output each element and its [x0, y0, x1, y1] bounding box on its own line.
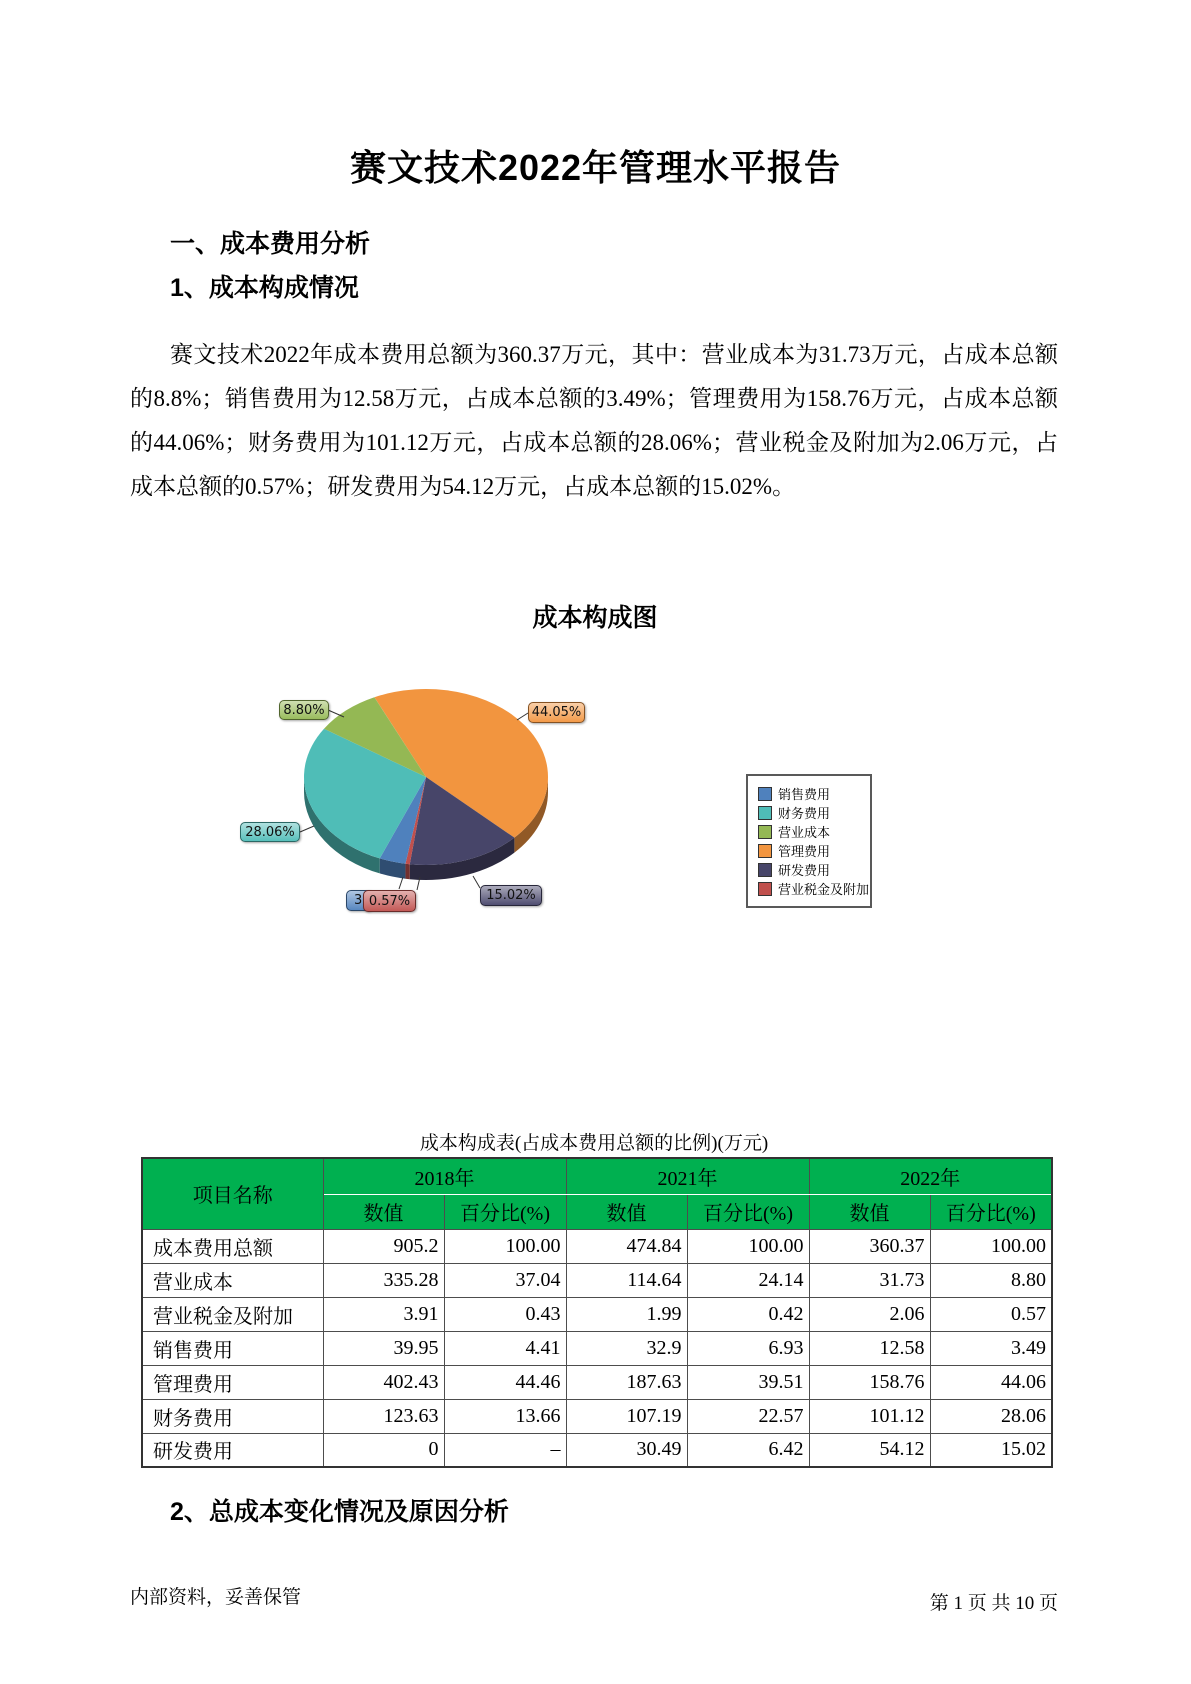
legend-item-财务费用: [758, 803, 870, 822]
row-value: 44.06: [930, 1365, 1052, 1399]
row-value: 360.37: [809, 1229, 930, 1263]
col-header-year: 2021年: [566, 1158, 809, 1194]
legend-label: 研发费用: [778, 863, 831, 878]
col-subheader: 数值: [323, 1194, 444, 1229]
row-value: 1.99: [566, 1297, 687, 1331]
row-value: 905.2: [323, 1229, 444, 1263]
pie-callout-营业成本: 8.80%: [279, 700, 329, 720]
col-subheader: 百分比(%): [444, 1194, 566, 1229]
row-item-name: 销售费用: [142, 1331, 323, 1365]
row-value: 3.49: [930, 1331, 1052, 1365]
row-item-name: 管理费用: [142, 1365, 323, 1399]
legend-item-研发费用: [758, 860, 870, 879]
row-item-name: 财务费用: [142, 1399, 323, 1433]
row-value: 44.46: [444, 1365, 566, 1399]
legend-swatch-icon: [758, 882, 772, 896]
table-row: [142, 1297, 1052, 1331]
footer-page-number: 第 1 页 共 10 页: [929, 1593, 1058, 1614]
row-value: 158.76: [809, 1365, 930, 1399]
row-value: 3.91: [323, 1297, 444, 1331]
row-value: 39.95: [323, 1331, 444, 1365]
footer-confidential-note: 内部资料，妥善保管: [130, 1587, 302, 1608]
cost-summary-paragraph: 赛文技术2022年成本费用总额为360.37万元，其中：营业成本为31.73万元，占成本总额的8.8%；销售费用为12.58万元，占成本总额的3.49%；管理费用为158.76万元，占成本总额的44.06%；财务费用为101.12万元，占成本总额的28.06%；营业税金及附加为2.06万元，占成本总额的0.57%；研发费用为54.12万元，占成本总额的15.02%。: [130, 342, 1058, 499]
row-value: 54.12: [809, 1433, 930, 1467]
table-row: [142, 1331, 1052, 1365]
row-value: 402.43: [323, 1365, 444, 1399]
callout-leader-line: [517, 713, 528, 720]
row-value: 32.9: [566, 1331, 687, 1365]
row-value: 6.42: [687, 1433, 809, 1467]
row-value: 28.06: [930, 1399, 1052, 1433]
pie-callout-销售费用: 3: [346, 890, 373, 911]
col-subheader: 百分比(%): [930, 1194, 1052, 1229]
pie-callout-营业税金及附加: 0.57%: [363, 890, 416, 912]
row-item-name: 营业成本: [142, 1263, 323, 1297]
chart-title: 成本构成图: [532, 605, 658, 632]
row-value: 100.00: [444, 1229, 566, 1263]
row-value: 0: [323, 1433, 444, 1467]
row-value: 0.42: [687, 1297, 809, 1331]
table-row: [142, 1399, 1052, 1433]
legend-swatch-icon: [758, 787, 772, 801]
legend-label: 财务费用: [778, 806, 831, 821]
row-value: 6.93: [687, 1331, 809, 1365]
row-value: 31.73: [809, 1263, 930, 1297]
table-caption: 成本构成表(占成本费用总额的比例)(万元): [419, 1133, 769, 1154]
row-value: 8.80: [930, 1263, 1052, 1297]
legend-swatch-icon: [758, 806, 772, 820]
col-subheader: 数值: [809, 1194, 930, 1229]
legend-label: 管理费用: [778, 844, 831, 859]
page-title: 赛文技术2022年管理水平报告: [349, 147, 842, 188]
row-value: 100.00: [687, 1229, 809, 1263]
row-value: 4.41: [444, 1331, 566, 1365]
col-subheader: 数值: [566, 1194, 687, 1229]
legend-item-营业税金及附加: [758, 879, 870, 898]
callout-leader-line: [399, 877, 403, 889]
section-heading-cost-analysis: 一、成本费用分析: [170, 230, 371, 258]
row-value: 335.28: [323, 1263, 444, 1297]
col-header-item-name: 项目名称: [142, 1158, 323, 1229]
legend-label: 销售费用: [778, 787, 831, 802]
row-value: 0.57: [930, 1297, 1052, 1331]
table-row: [142, 1365, 1052, 1399]
col-subheader: 百分比(%): [687, 1194, 809, 1229]
row-item-name: 营业税金及附加: [142, 1297, 323, 1331]
legend-swatch-icon: [758, 863, 772, 877]
legend-label: 营业税金及附加: [778, 882, 870, 897]
row-value: 101.12: [809, 1399, 930, 1433]
legend-swatch-icon: [758, 844, 772, 858]
pie-callout-管理费用: 44.05%: [528, 702, 585, 723]
cost-composition-table: [141, 1157, 1053, 1468]
row-value: 24.14: [687, 1263, 809, 1297]
subsection-heading-cost-composition: 1、成本构成情况: [170, 274, 359, 302]
legend-item-营业成本: [758, 822, 870, 841]
table-row: [142, 1263, 1052, 1297]
row-value: 37.04: [444, 1263, 566, 1297]
row-value: 114.64: [566, 1263, 687, 1297]
pie-callout-财务费用: 28.06%: [240, 822, 300, 842]
row-value: 107.19: [566, 1399, 687, 1433]
row-value: 100.00: [930, 1229, 1052, 1263]
legend-item-管理费用: [758, 841, 870, 860]
row-value: 22.57: [687, 1399, 809, 1433]
chart-legend: [746, 774, 872, 908]
row-value: 12.58: [809, 1331, 930, 1365]
row-value: 15.02: [930, 1433, 1052, 1467]
legend-label: 营业成本: [778, 825, 831, 840]
pie-side-营业税金及附加: [405, 864, 409, 879]
legend-item-销售费用: [758, 784, 870, 803]
table-row: [142, 1433, 1052, 1467]
col-header-year: 2022年: [809, 1158, 1052, 1194]
row-value: –: [444, 1433, 566, 1467]
subsection-heading-total-cost-change: 2、总成本变化情况及原因分析: [170, 1498, 509, 1526]
row-value: 474.84: [566, 1229, 687, 1263]
row-value: 30.49: [566, 1433, 687, 1467]
legend-swatch-icon: [758, 825, 772, 839]
row-value: 187.63: [566, 1365, 687, 1399]
callout-leader-line: [300, 826, 314, 832]
col-header-year: 2018年: [323, 1158, 566, 1194]
row-item-name: 研发费用: [142, 1433, 323, 1467]
row-value: 39.51: [687, 1365, 809, 1399]
row-value: 13.66: [444, 1399, 566, 1433]
pie-callout-研发费用: 15.02%: [480, 885, 542, 906]
row-value: 0.43: [444, 1297, 566, 1331]
table-row: [142, 1229, 1052, 1263]
callout-leader-line: [473, 876, 480, 888]
row-item-name: 成本费用总额: [142, 1229, 323, 1263]
row-value: 2.06: [809, 1297, 930, 1331]
row-value: 123.63: [323, 1399, 444, 1433]
cost-composition-chart: [130, 560, 1060, 960]
